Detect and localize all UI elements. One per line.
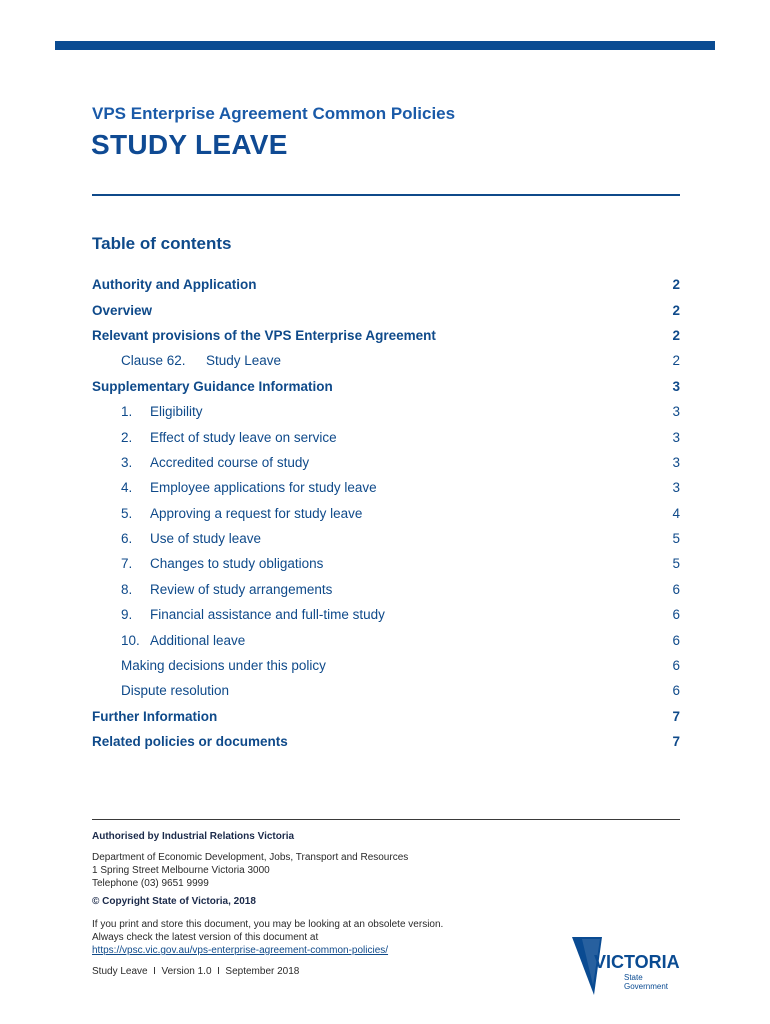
toc-entry-page: 3 <box>672 454 680 470</box>
toc-entry[interactable] <box>92 374 680 399</box>
authorised-by: Authorised by Industrial Relations Victoria <box>92 831 295 842</box>
toc-entry-number: 8. <box>121 581 133 597</box>
top-accent-bar <box>55 41 715 50</box>
toc-entry-page: 7 <box>672 708 680 724</box>
toc-entry[interactable] <box>92 577 680 602</box>
toc-entry-label: Accredited course of study <box>150 454 310 470</box>
toc-entry[interactable] <box>92 475 680 500</box>
toc-entry-number: 3. <box>121 454 133 470</box>
toc-entry-page: 2 <box>672 277 680 293</box>
toc-entry-page: 6 <box>672 658 680 674</box>
toc-entry-label: Approving a request for study leave <box>150 505 363 521</box>
toc-entry-number: 6. <box>121 531 133 547</box>
toc-entry-page: 3 <box>672 429 680 445</box>
toc-entry-number: 4. <box>121 480 133 496</box>
toc-entry[interactable] <box>92 602 680 627</box>
department-details <box>92 851 562 890</box>
department-address: 1 Spring Street Melbourne Victoria 3000 <box>92 865 270 876</box>
toc-entry-label: Overview <box>92 302 153 318</box>
title-divider <box>92 194 680 196</box>
toc-entry[interactable] <box>92 704 680 729</box>
toc-entry-page: 6 <box>672 581 680 597</box>
toc-entry-label: Eligibility <box>150 404 203 420</box>
toc-entry-page: 2 <box>672 327 680 343</box>
toc-entry[interactable] <box>92 323 680 348</box>
footer-divider <box>92 819 680 820</box>
department-name: Department of Economic Development, Jobs, Transport and Resources <box>92 852 409 863</box>
toc-entry[interactable] <box>92 399 680 424</box>
copyright-notice: © Copyright State of Victoria, 2018 <box>92 896 256 907</box>
toc-entry-label: Additional leave <box>150 632 246 648</box>
toc-entry[interactable] <box>92 297 680 322</box>
toc-entry[interactable] <box>92 653 680 678</box>
toc-entry[interactable] <box>92 526 680 551</box>
toc-entry-page: 6 <box>672 683 680 699</box>
policies-link[interactable]: https://vpsc.vic.gov.au/vps-enterprise-agreement-common-policies/ <box>92 945 389 956</box>
logo-wordmark: VICTORIA <box>594 952 680 972</box>
toc-entry-label: Relevant provisions of the VPS Enterprise Agreement <box>92 327 436 343</box>
toc-entry-label: Authority and Application <box>92 277 257 293</box>
toc-entry-number: 7. <box>121 556 133 572</box>
toc-entry[interactable] <box>92 627 680 652</box>
toc-entry-number: 10. <box>121 632 140 648</box>
toc-entry[interactable] <box>92 424 680 449</box>
toc-entry-page: 3 <box>672 404 680 420</box>
print-notice <box>92 918 562 957</box>
toc-entry-number: 2. <box>121 429 133 445</box>
toc-entry[interactable] <box>92 272 680 297</box>
victoria-state-government-logo <box>572 935 682 997</box>
toc-entry-label: Review of study arrangements <box>150 581 333 597</box>
toc-entry-number: 1. <box>121 404 133 420</box>
toc-entry[interactable] <box>92 501 680 526</box>
print-check-latest: Always check the latest version of this document at <box>92 932 319 943</box>
toc-entry-page: 6 <box>672 632 680 648</box>
department-telephone: Telephone (03) 9651 9999 <box>92 878 209 889</box>
toc-entry-label: Dispute resolution <box>121 683 230 699</box>
toc-entry-page: 5 <box>672 531 680 547</box>
document-subtitle: VPS Enterprise Agreement Common Policies <box>92 104 456 123</box>
toc-entry-label: Use of study leave <box>150 531 262 547</box>
toc-entry-label: Effect of study leave on service <box>150 429 337 445</box>
toc-entry-label: Related policies or documents <box>92 734 288 750</box>
toc-entry-page: 5 <box>672 556 680 572</box>
toc-entry[interactable] <box>92 348 680 373</box>
toc-entry-number: Clause 62. <box>121 353 186 369</box>
document-title: STUDY LEAVE <box>91 129 288 160</box>
toc-entry-page: 3 <box>672 480 680 496</box>
toc-entry-page: 6 <box>672 607 680 623</box>
toc-entry-label: Changes to study obligations <box>150 556 324 572</box>
toc-entry-page: 2 <box>672 353 680 369</box>
toc-heading: Table of contents <box>92 234 232 253</box>
toc-entry-label: Supplementary Guidance Information <box>92 378 333 394</box>
table-of-contents <box>92 272 680 754</box>
toc-entry-number: 5. <box>121 505 133 521</box>
toc-entry-number: 9. <box>121 607 133 623</box>
toc-entry-label: Financial assistance and full-time study <box>150 607 385 623</box>
toc-entry-label: Further Information <box>92 708 218 724</box>
toc-entry-page: 3 <box>672 378 680 394</box>
logo-state: State <box>624 973 643 982</box>
toc-entry-label: Employee applications for study leave <box>150 480 377 496</box>
toc-entry[interactable] <box>92 729 680 754</box>
toc-entry-label: Study Leave <box>206 353 282 369</box>
toc-entry[interactable] <box>92 450 680 475</box>
toc-entry[interactable] <box>92 678 680 703</box>
toc-entry-page: 7 <box>672 734 680 750</box>
version-line: Study Leave I Version 1.0 I September 2018 <box>92 966 300 977</box>
logo-government: Government <box>624 982 669 991</box>
toc-entry-page: 4 <box>672 505 680 521</box>
toc-entry-label: Making decisions under this policy <box>121 658 326 674</box>
toc-entry-page: 2 <box>672 302 680 318</box>
toc-entry[interactable] <box>92 551 680 576</box>
print-warning: If you print and store this document, you may be looking at an obsolete version. <box>92 919 444 930</box>
